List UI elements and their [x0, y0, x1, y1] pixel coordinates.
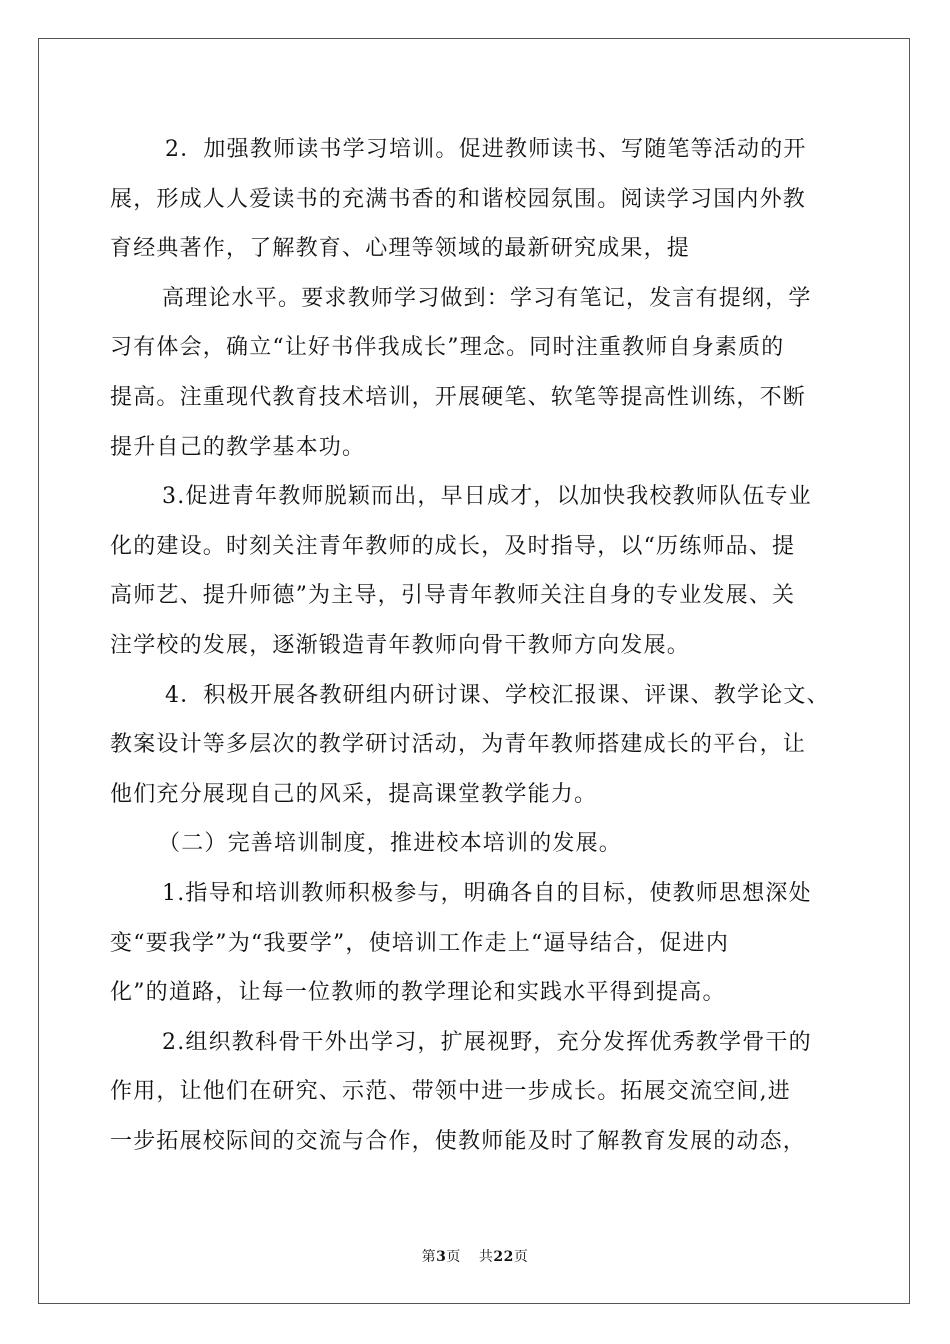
total-prefix: 共 — [478, 1249, 494, 1265]
paragraph-teaching-research — [110, 671, 840, 820]
text-line: 提高。注重现代教育技术培训，开展硬笔、软笔等提高性训练，不断 — [110, 384, 807, 410]
text-line: 一步拓展校际间的交流与合作，使教师能及时了解教育发展的动态， — [110, 1128, 807, 1154]
text-line: 习有体会，确立“让好书伴我成长”理念。同时注重教师自身素质的 — [110, 335, 785, 361]
text-line: 他们充分展现自己的风采，提高课堂教学能力。 — [110, 781, 598, 807]
paragraph-young-teachers — [110, 472, 840, 670]
text-line: 作用，让他们在研究、示范、带领中进一步成长。拓展交流空间,进 — [110, 1079, 791, 1105]
page-current: 3 — [436, 1249, 447, 1265]
total-suffix: 页 — [513, 1249, 529, 1265]
document-body — [110, 125, 840, 1166]
text-line: 2．加强教师读书学习培训。促进教师读书、写随笔等活动的开 — [165, 137, 807, 162]
paragraph-reading-training — [110, 125, 840, 472]
text-line: 展，形成人人爱读书的充满书香的和谐校园氛围。阅读学习国内外教 — [110, 186, 807, 212]
text-line: 注学校的发展，逐渐锻造青年教师向骨干教师方向发展。 — [110, 632, 691, 658]
text-line: 3.促进青年教师脱颖而出，早日成才，以加快我校教师队伍专业 — [162, 484, 812, 510]
page-prefix: 第 — [421, 1249, 437, 1265]
paragraph-guidance — [110, 869, 840, 1018]
text-line: 高理论水平。要求教师学习做到：学习有笔记，发言有提纲，学 — [162, 285, 812, 311]
text-line: 化的建设。时刻关注青年教师的成长，及时指导，以“历练师品、提 — [110, 533, 796, 559]
text-line: 1.指导和培训教师积极参与，明确各自的目标，使教师思想深处 — [162, 880, 812, 906]
text-line: 提升自己的教学基本功。 — [110, 434, 366, 460]
text-line: （二）完善培训制度，推进校本培训的发展。 — [158, 831, 623, 857]
paragraph-backbone-study — [110, 1018, 840, 1167]
text-line: 2.组织教科骨干外出学习，扩展视野，充分发挥优秀教学骨干的 — [162, 1029, 812, 1055]
page-suffix: 页 — [446, 1249, 461, 1265]
text-line: 化”的道路，让每一位教师的教学理论和实践水平得到提高。 — [110, 980, 726, 1006]
text-line: 高师艺、提升师德”为主导，引导青年教师关注自身的专业发展、关 — [110, 583, 796, 609]
section-heading-training-system — [110, 819, 840, 869]
text-line: 教案设计等多层次的教学研讨活动，为青年教师搭建成长的平台，让 — [110, 732, 807, 758]
page-footer — [0, 1246, 950, 1266]
text-line: 4．积极开展各教研组内研讨课、学校汇报课、评课、教学论文、 — [165, 682, 830, 708]
text-line: 育经典著作，了解教育、心理等领域的最新研究成果，提 — [110, 236, 691, 262]
page-total: 22 — [493, 1249, 514, 1265]
text-line: 变“要我学”为“我要学”，使培训工作走上“逼导结合，促进内 — [110, 930, 730, 956]
